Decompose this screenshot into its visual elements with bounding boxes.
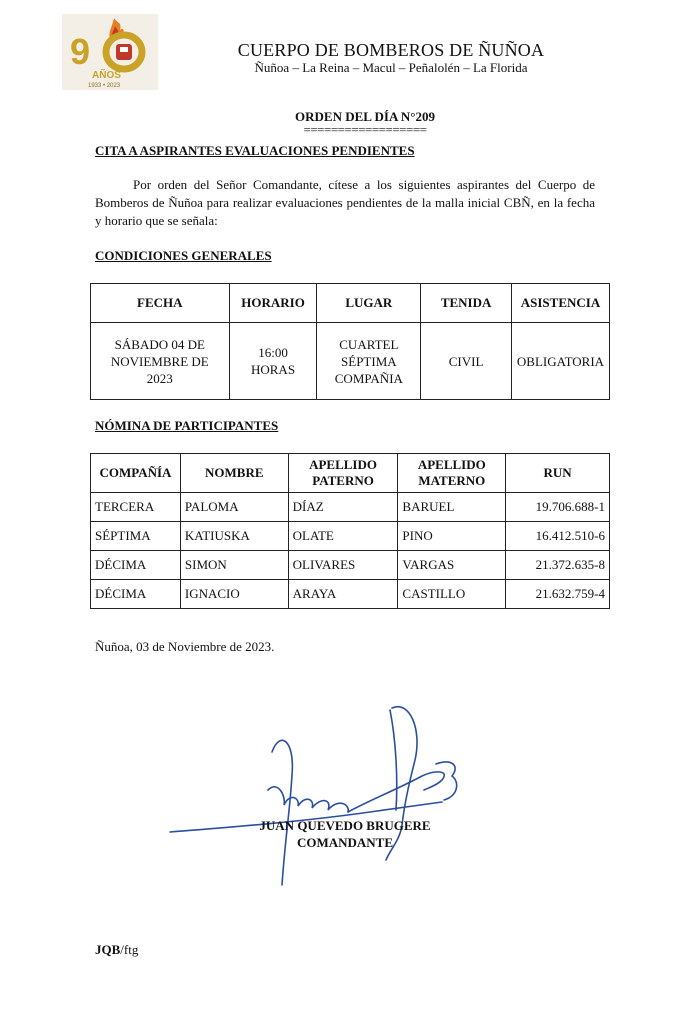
- cell-apellido-materno: PINO: [398, 522, 506, 551]
- logo-years: 1933 • 2023: [88, 83, 121, 89]
- cell-nombre: SIMON: [180, 551, 288, 580]
- organization-communes: Ñuñoa – La Reina – Macul – Peñalolén – La Florida: [254, 60, 528, 75]
- column-header-apellido-paterno: [288, 454, 398, 493]
- order-title-rule: ==================: [303, 122, 427, 137]
- cell-apellido-paterno: DÍAZ: [288, 493, 398, 522]
- intro-paragraph: Por orden del Señor Comandante, cítese a los siguientes aspirantes del Cuerpo de Bomberos de Ñuñoa para realizar evaluaciones pendientes de la malla inicial CBÑ, en la fecha y horario que se señala:: [95, 177, 595, 228]
- cell-nombre: IGNACIO: [180, 580, 288, 609]
- column-header-asistencia: ASISTENCIA: [511, 284, 609, 323]
- table-row: [91, 493, 610, 522]
- cell-nombre: PALOMA: [180, 493, 288, 522]
- cell-apellido-paterno: OLIVARES: [288, 551, 398, 580]
- cell-apellido-paterno: OLATE: [288, 522, 398, 551]
- reference-initials: [95, 942, 138, 958]
- cell-apellido-paterno: ARAYA: [288, 580, 398, 609]
- signer-name: JUAN QUEVEDO BRUGERE: [259, 818, 431, 833]
- cell-compania: TERCERA: [91, 493, 181, 522]
- conditions-table: [90, 283, 610, 400]
- cell-asistencia: OBLIGATORIA: [511, 323, 609, 400]
- table-row: [91, 522, 610, 551]
- table-row: [91, 551, 610, 580]
- column-header-compania: COMPAÑÍA: [91, 454, 181, 493]
- cell-compania: DÉCIMA: [91, 551, 181, 580]
- cell-run: 21.632.759-4: [506, 580, 610, 609]
- lugar-line: CUARTEL: [339, 336, 399, 352]
- initials-bold: JQB: [95, 942, 121, 957]
- cell-fecha: [91, 323, 230, 400]
- cell-tenida: CIVIL: [421, 323, 512, 400]
- signer-title: COMANDANTE: [296, 835, 394, 850]
- fecha-line: NOVIEMBRE DE: [110, 353, 209, 369]
- horario-line: 16:00: [258, 345, 288, 360]
- organization-name: CUERPO DE BOMBEROS DE ÑUÑOA: [237, 40, 545, 60]
- logo-word: AÑOS: [92, 70, 121, 81]
- cell-apellido-materno: VARGAS: [398, 551, 506, 580]
- cell-compania: SÉPTIMA: [91, 522, 181, 551]
- header-line: APELLIDO: [309, 457, 377, 472]
- column-header-nombre: NOMBRE: [180, 454, 288, 493]
- lugar-line: SÉPTIMA: [341, 353, 397, 369]
- initials-rest: /ftg: [120, 942, 139, 957]
- cell-horario: [229, 323, 317, 400]
- cell-run: 21.372.635-8: [506, 551, 610, 580]
- horario-line: HORAS: [250, 362, 296, 377]
- header-line: MATERNO: [418, 473, 486, 488]
- cell-run: 19.706.688-1: [506, 493, 610, 522]
- fecha-line: 2023: [146, 370, 173, 386]
- section-heading-nomina: NÓMINA DE PARTICIPANTES: [95, 418, 279, 433]
- column-header-apellido-materno: [398, 454, 506, 493]
- header-line: APELLIDO: [417, 457, 486, 472]
- handwritten-signature: [160, 700, 500, 890]
- table-row: [91, 580, 610, 609]
- order-title: ORDEN DEL DÍA N°209: [295, 109, 435, 124]
- section-heading-condiciones: CONDICIONES GENERALES: [95, 248, 272, 263]
- conditions-header-row: [91, 284, 610, 323]
- svg-text:9: 9: [70, 31, 91, 72]
- fecha-line: SÁBADO 04 DE: [114, 336, 205, 352]
- cell-apellido-materno: CASTILLO: [398, 580, 506, 609]
- cell-compania: DÉCIMA: [91, 580, 181, 609]
- column-header-run: RUN: [506, 454, 610, 493]
- column-header-lugar: LUGAR: [317, 284, 421, 323]
- cell-run: 16.412.510-6: [506, 522, 610, 551]
- conditions-data-row: [91, 323, 610, 400]
- lugar-line: COMPAÑIA: [334, 370, 403, 386]
- cell-lugar: [317, 323, 421, 400]
- column-header-fecha: FECHA: [91, 284, 230, 323]
- participants-table: [90, 453, 610, 609]
- column-header-horario: HORARIO: [229, 284, 317, 323]
- date-line: Ñuñoa, 03 de Noviembre de 2023.: [95, 639, 275, 654]
- header-line: PATERNO: [312, 473, 374, 488]
- section-heading-cita: CITA A ASPIRANTES EVALUACIONES PENDIENTES: [95, 143, 415, 158]
- participants-header-row: [91, 454, 610, 493]
- column-header-tenida: TENIDA: [421, 284, 512, 323]
- cell-nombre: KATIUSKA: [180, 522, 288, 551]
- cell-apellido-materno: BARUEL: [398, 493, 506, 522]
